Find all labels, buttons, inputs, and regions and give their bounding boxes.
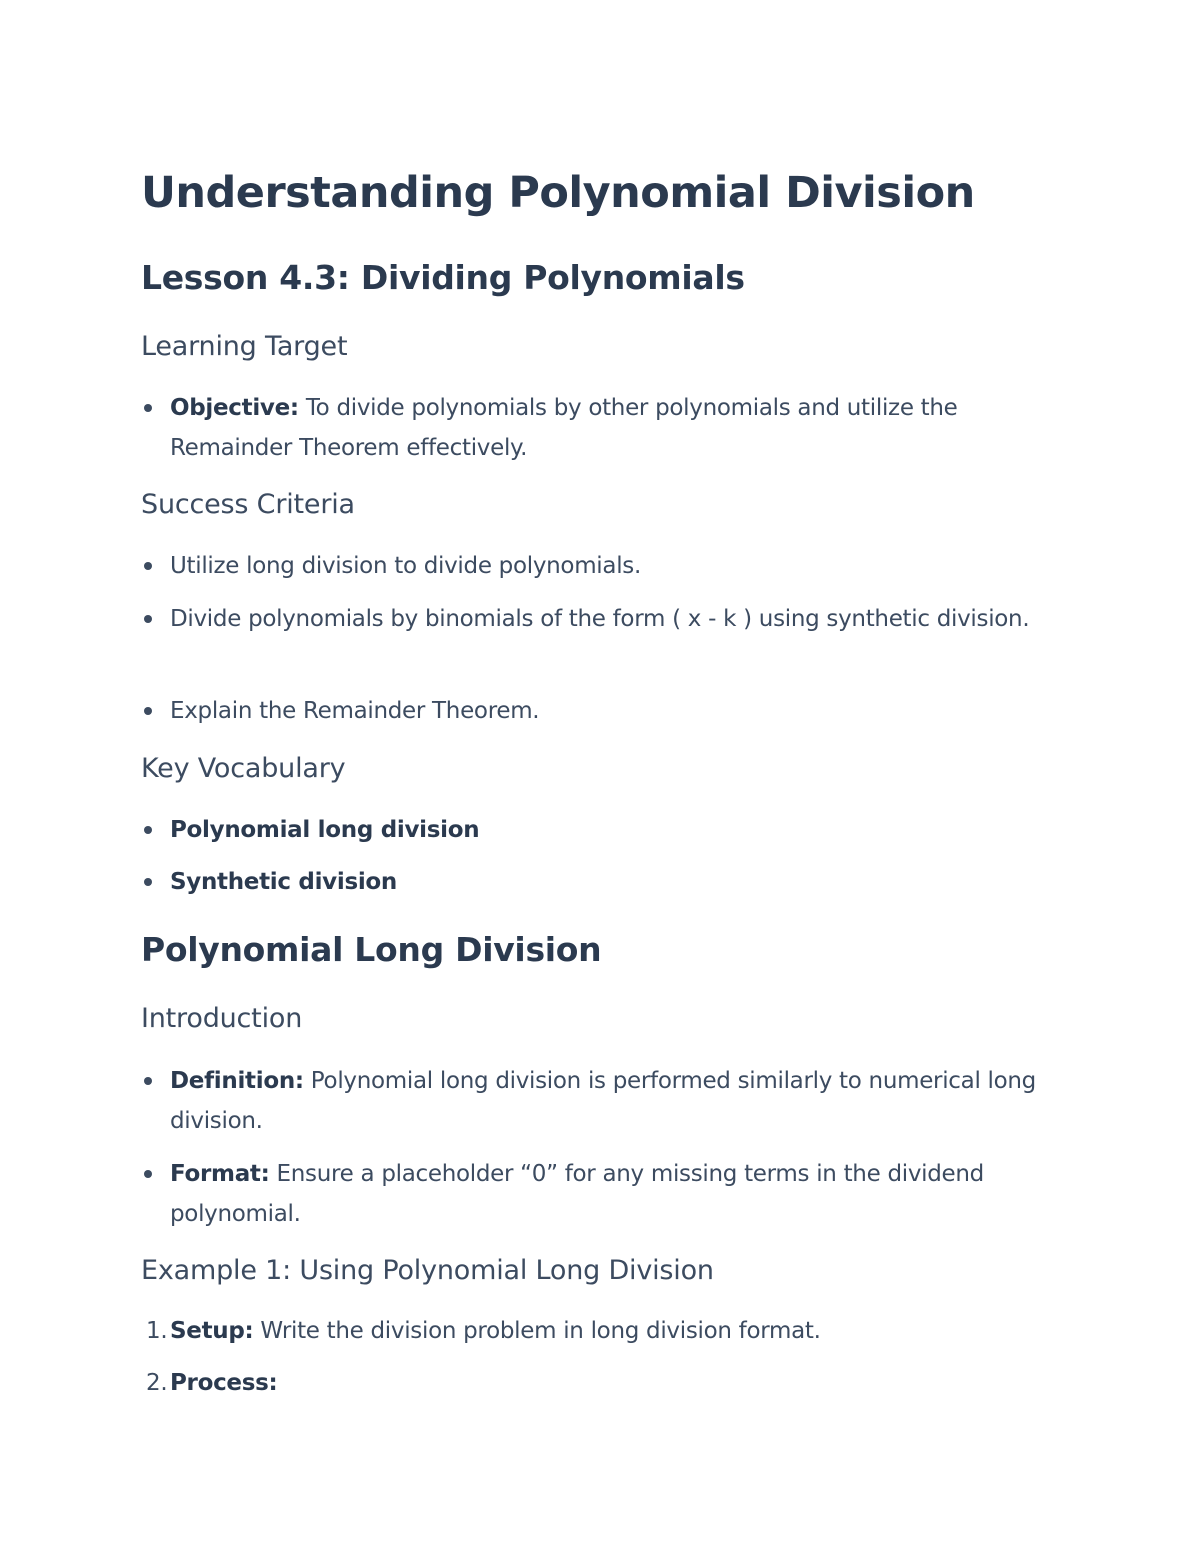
bullet-icon [144, 562, 152, 570]
introduction-heading: Introduction [141, 1003, 303, 1034]
step-number: 2. [146, 1370, 168, 1396]
list-item-format [141, 1154, 1061, 1234]
item-label: Process: [170, 1370, 278, 1396]
item-text: Explain the Remainder Theorem. [170, 698, 540, 724]
list-item-criterion [141, 546, 1061, 586]
item-text: Ensure a placeholder “0” for any missing terms in the dividend polynomial. [170, 1161, 984, 1227]
item-label: Objective: [170, 395, 299, 421]
lesson-heading: Lesson 4.3: Dividing Polynomials [141, 258, 745, 297]
list-item-vocabulary [141, 862, 1061, 902]
bullet-icon [144, 404, 152, 412]
item-text: Polynomial long division is performed similarly to numerical long division. [170, 1068, 1036, 1134]
item-label: Setup: [170, 1318, 254, 1344]
item-label: Format: [170, 1161, 270, 1187]
item-label: Definition: [170, 1068, 304, 1094]
page-title: Understanding Polynomial Division [141, 168, 975, 218]
list-item-criterion [141, 599, 1061, 639]
bullet-icon [144, 707, 152, 715]
list-item-definition [141, 1061, 1061, 1141]
list-item-objective [141, 388, 1061, 468]
example1-heading: Example 1: Using Polynomial Long Division [141, 1255, 714, 1286]
bullet-icon [144, 878, 152, 886]
item-text: Polynomial long division [170, 817, 480, 843]
item-text: To divide polynomials by other polynomials and utilize the Remainder Theorem effectively. [170, 395, 958, 461]
bullet-icon [144, 1077, 152, 1085]
list-item-criterion [141, 691, 1061, 731]
list-item-vocabulary [141, 810, 1061, 850]
step-number: 1. [146, 1318, 168, 1344]
item-text: Utilize long division to divide polynomials. [170, 553, 641, 579]
list-item-step [141, 1363, 1061, 1403]
bullet-icon [144, 615, 152, 623]
list-item-step [141, 1311, 1061, 1351]
item-text: Synthetic division [170, 869, 397, 895]
item-text: Divide polynomials by binomials of the form ( x - k ) using synthetic division. [170, 606, 1030, 632]
success-criteria-heading: Success Criteria [141, 489, 355, 520]
bullet-icon [144, 1170, 152, 1178]
bullet-icon [144, 826, 152, 834]
learning-target-heading: Learning Target [141, 331, 348, 362]
item-text: Write the division problem in long division format. [253, 1318, 821, 1344]
key-vocabulary-heading: Key Vocabulary [141, 753, 346, 784]
long-division-heading: Polynomial Long Division [141, 930, 602, 969]
